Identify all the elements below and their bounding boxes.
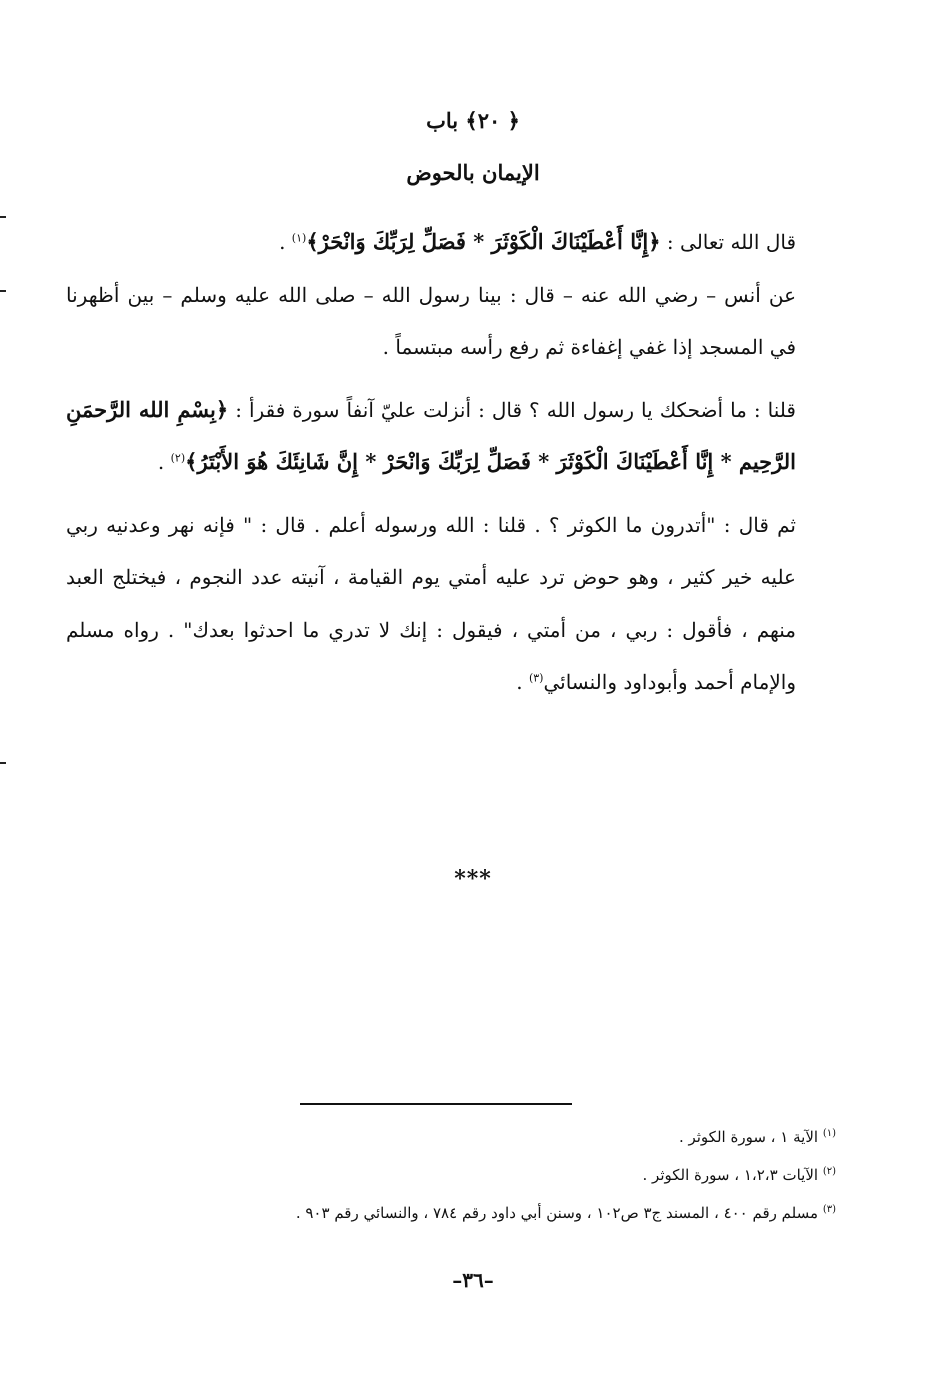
paragraph-end: . — [516, 670, 529, 694]
scan-edge-mark — [0, 216, 6, 218]
chapter-title: الإيمان بالحوض — [406, 160, 540, 185]
footnote-marker: (٣) — [822, 1204, 836, 1215]
footnote-marker: (١) — [822, 1128, 836, 1139]
footnote-item — [150, 1194, 836, 1232]
quran-verse: ﴿إِنَّا أَعْطَيْنَاكَ الْكَوْثَرَ * فَصَلِّ لِرَبِّكَ وَانْحَرْ﴾ — [306, 229, 661, 254]
footnote-ref: (١) — [291, 231, 307, 245]
footnote-ref: (٣) — [528, 671, 544, 685]
paragraph-intro: قلنا : ما أضحكك يا رسول الله ؟ قال : أنزلت عليّ آنفاً سورة فقرأ : — [228, 397, 796, 422]
footnote-item — [150, 1156, 836, 1194]
section-separator: *** — [454, 866, 492, 892]
footnote-divider — [300, 1103, 572, 1105]
paragraph-recitation — [66, 384, 836, 489]
paragraph-hadith-text — [66, 499, 836, 709]
paragraph-quran-citation — [66, 216, 836, 269]
chapter-heading: ﴿ ٢٠﴾ باب — [426, 108, 520, 133]
paragraph-hadith-intro — [66, 269, 836, 374]
scan-edge-mark — [0, 290, 6, 292]
paragraph-end: . — [157, 450, 171, 474]
paragraph-intro: قال الله تعالى : — [660, 230, 796, 254]
footnote-text: الآية ١ ، سورة الكوثر . — [678, 1128, 823, 1146]
footnotes — [150, 1118, 836, 1232]
main-text — [66, 216, 836, 709]
footnote-item — [150, 1118, 836, 1156]
footnote-text: مسلم رقم ٤٠٠ ، المسند ج٣ ص١٠٢ ، وسنن أبي داود رقم ٧٨٤ ، والنسائي رقم ٩٠٣ . — [295, 1204, 823, 1222]
page-number: –٣٦– — [452, 1268, 494, 1292]
paragraph-text: ثم قال : "أتدرون ما الكوثر ؟ . قلنا : الله ورسوله أعلم . قال : " فإنه نهر وعدنيه ربي عليه خير كثير ، وهو حوض ترد عليه أمتي يوم القيامة ، آنيته عدد النجوم ، فيختلج العبد منهم ، فأقول : ربي ، من أمتي ، فيقول : إنك لا تدري ما احدثوا بعدك" . رواه مسلم والإمام أحمد وأبوداود والنسائي — [66, 512, 796, 694]
quran-verse: ﴿بِسْمِ الله الرَّحمَنِ الرَّحِيم * إِنَّا أَعْطَيْنَاكَ الْكَوْثَرَ * فَصَلِّ لِرَبِّكَ وَانْحَرْ * إِنَّ شَانِئَكَ هُوَ الأَبْتَرُ﴾ — [66, 396, 796, 474]
paragraph-end: . — [279, 230, 292, 254]
scan-edge-mark — [0, 762, 6, 764]
footnote-ref: (٢) — [170, 451, 186, 465]
footnote-marker: (٢) — [822, 1166, 836, 1177]
paragraph-text: عن أنس – رضي الله عنه – قال : بينا رسول الله – صلى الله عليه وسلم – بين أظهرنا في المسجد إذا غفي إغفاءة ثم رفع رأسه مبتسماً . — [66, 282, 796, 359]
footnote-text: الآيات ١،٢،٣ ، سورة الكوثر . — [642, 1166, 823, 1184]
